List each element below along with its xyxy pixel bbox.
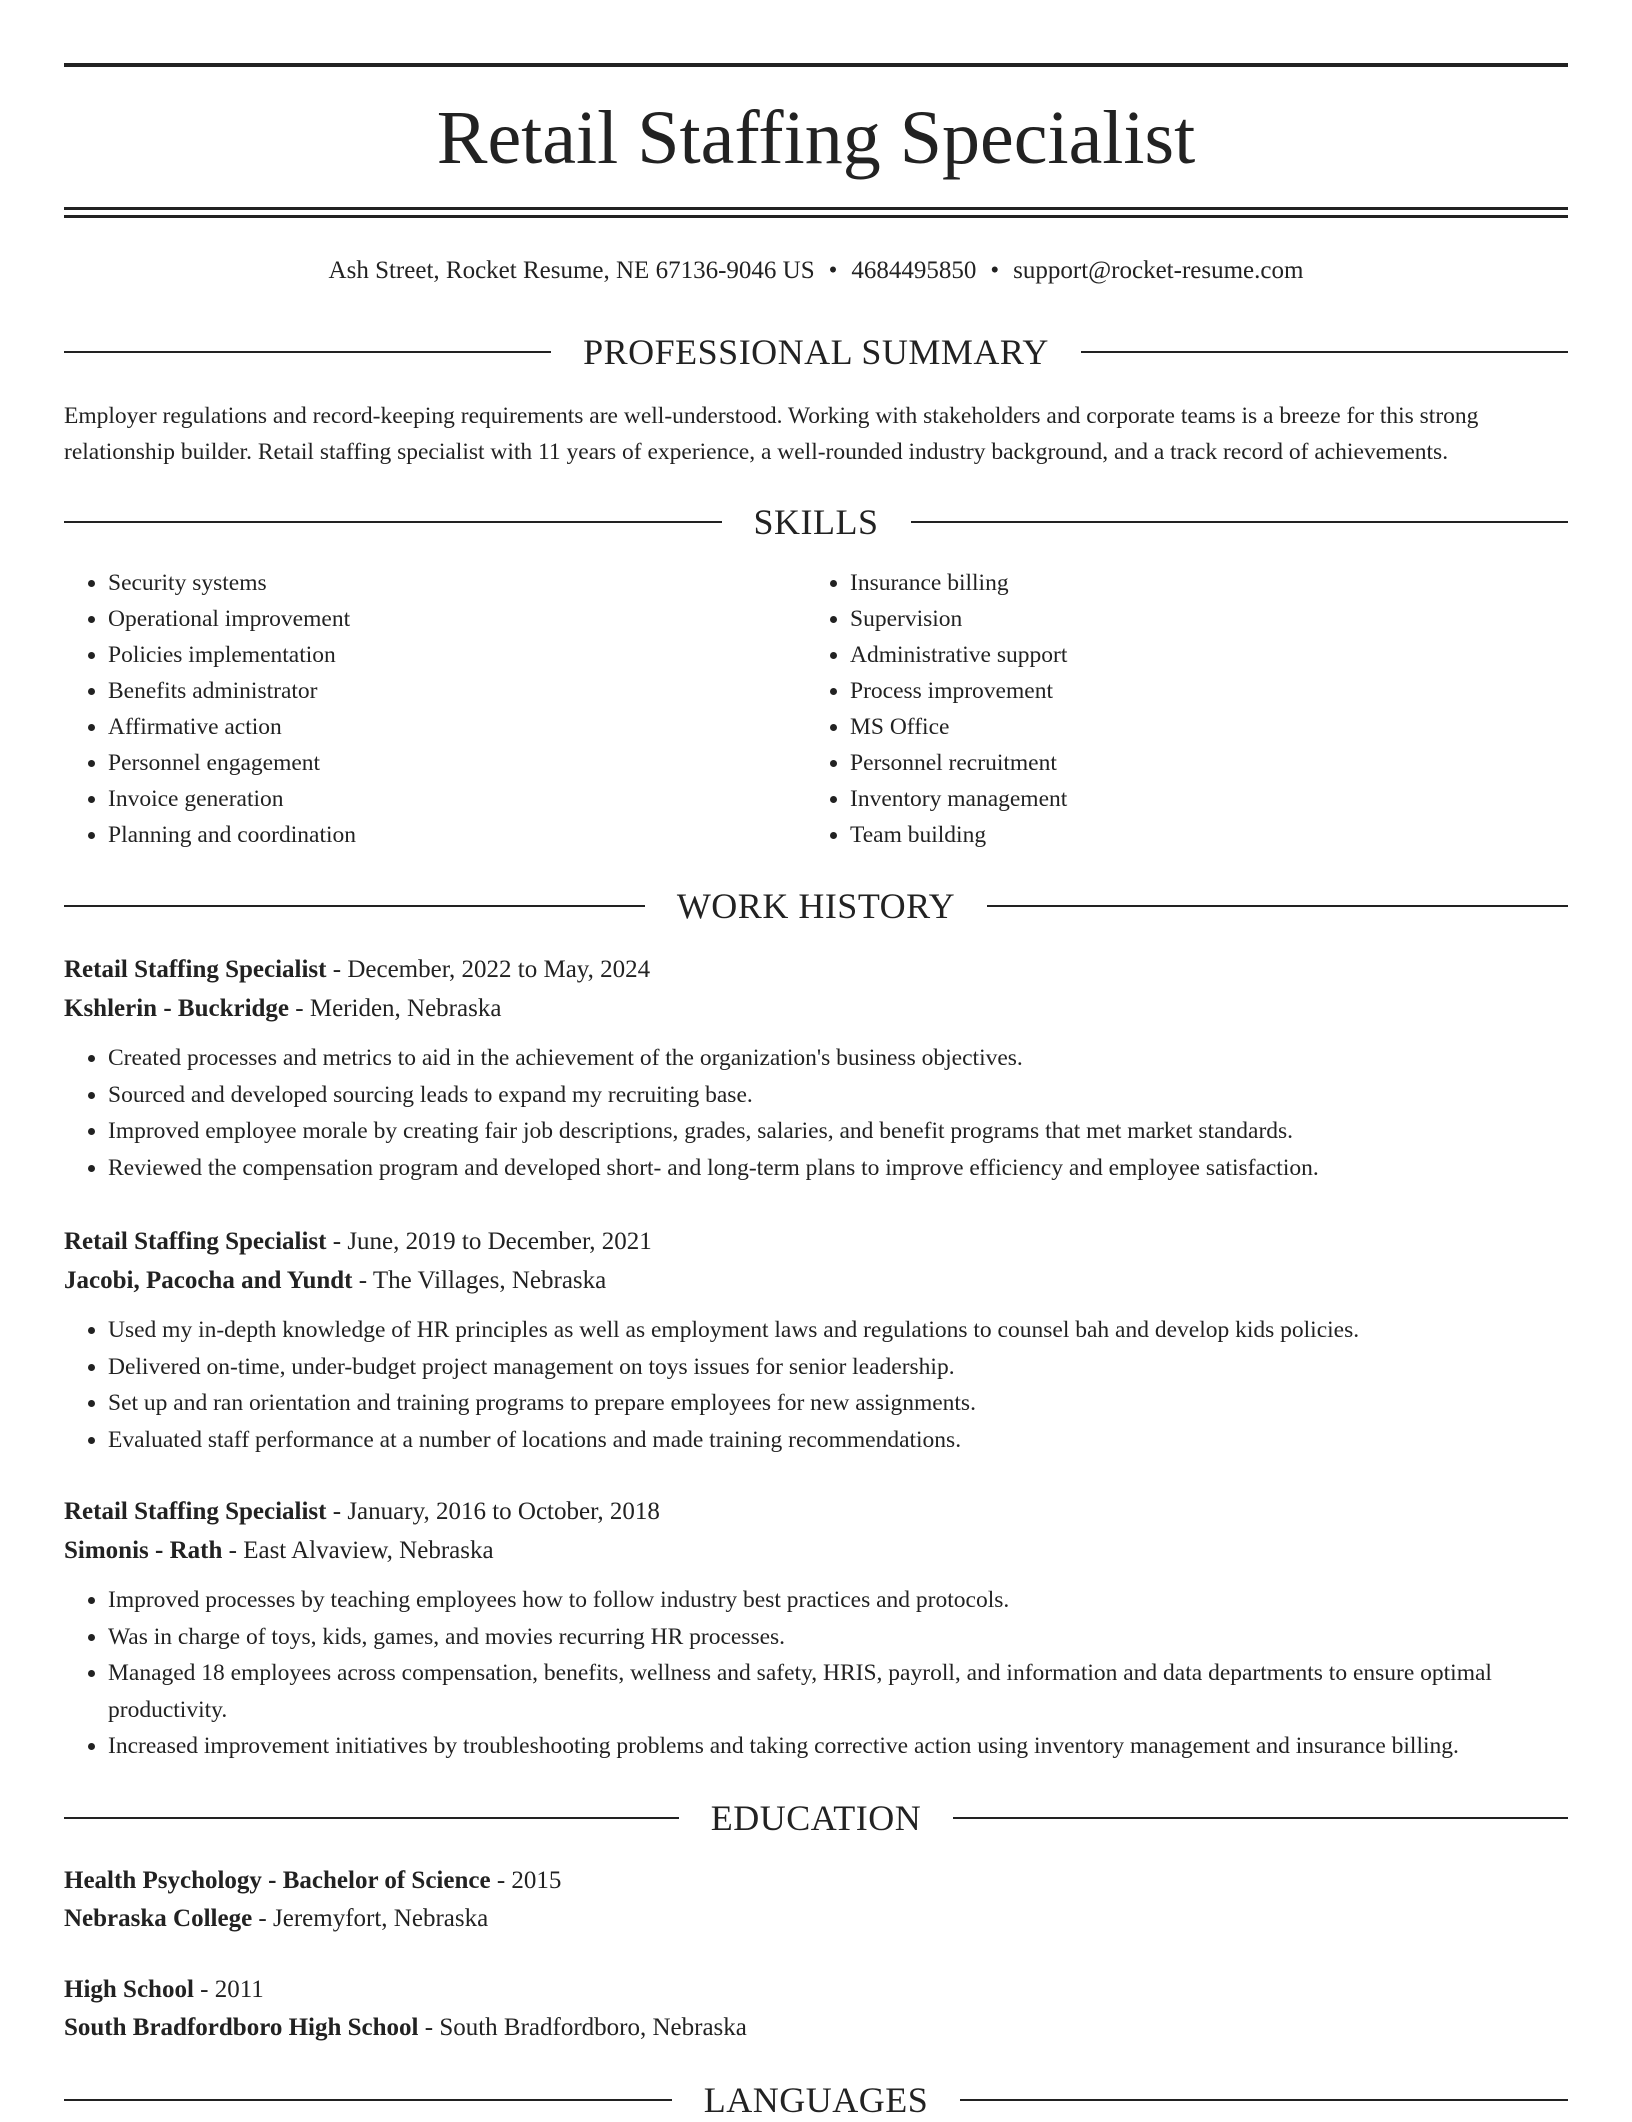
job-title-line: Retail Staffing Specialist - December, 2022 to May, 2024 — [64, 956, 651, 983]
education-entry — [64, 1971, 1568, 2047]
skill-item: • Team building — [850, 817, 1590, 853]
section-heading-work — [64, 884, 1568, 928]
education-degree: High School — [64, 1976, 194, 2003]
education-location: South Bradfordboro, Nebraska — [439, 2014, 747, 2041]
job-title: Retail Staffing Specialist — [64, 1228, 327, 1255]
job-bullet: • Evaluated staff performance at a number of locations and made training recommendations. — [108, 1422, 1568, 1459]
job-title: Retail Staffing Specialist — [64, 1498, 327, 1525]
job-bullet: • Set up and ran orientation and training programs to prepare employees for new assignments. — [108, 1385, 1568, 1422]
skill-item: • Policies implementation — [108, 637, 848, 673]
job-company-line: Simonis - Rath - East Alvaview, Nebraska — [64, 1537, 494, 1564]
divider-line — [911, 521, 1569, 523]
skill-item: • Planning and coordination — [108, 817, 848, 853]
skill-item: • Invoice generation — [108, 781, 848, 817]
job-company: Kshlerin - Buckridge — [64, 995, 290, 1022]
job-entry — [64, 950, 1568, 1186]
divider-line — [1081, 351, 1568, 353]
skills-list-left — [64, 565, 848, 853]
education-degree: Health Psychology - Bachelor of Science — [64, 1867, 491, 1894]
section-heading-skills — [64, 500, 1568, 544]
job-company-line: Jacobi, Pacocha and Yundt - The Villages, Nebraska — [64, 1267, 607, 1294]
skill-item: • Process improvement — [850, 673, 1590, 709]
job-bullet: • Increased improvement initiatives by troubleshooting problems and taking corrective action using inventory management and insurance billing. — [108, 1728, 1568, 1765]
education-school-line: Nebraska College - Jeremyfort, Nebraska — [64, 1905, 489, 1932]
job-location: East Alvaview, Nebraska — [243, 1537, 494, 1564]
education-degree-line: High School - 2011 — [64, 1976, 264, 2003]
divider-line — [64, 2099, 672, 2101]
job-bullet: • Managed 18 employees across compensation, benefits, wellness and safety, HRIS, payroll, and information and data departments to ensure optimal productivity. — [108, 1655, 1568, 1728]
education-school: South Bradfordboro High School — [64, 2014, 419, 2041]
section-title: LANGUAGES — [703, 2080, 929, 2120]
contact-address: Ash Street, Rocket Resume, NE 67136-9046 US — [328, 257, 815, 284]
job-company: Jacobi, Pacocha and Yundt — [64, 1267, 353, 1294]
job-entry — [64, 1222, 1568, 1458]
page-title: Retail Staffing Specialist — [436, 96, 1196, 180]
section-title: PROFESSIONAL SUMMARY — [583, 332, 1049, 372]
skill-item: • Administrative support — [850, 637, 1590, 673]
contact-email: support@rocket-resume.com — [1013, 257, 1304, 284]
job-bullet: • Created processes and metrics to aid in the achievement of the organization's business objectives. — [108, 1040, 1568, 1077]
job-location: Meriden, Nebraska — [309, 995, 502, 1022]
education-entry — [64, 1862, 1568, 1938]
job-bullet: • Reviewed the compensation program and developed short- and long-term plans to improve efficiency and employee satisfaction. — [108, 1150, 1568, 1187]
skill-item: • Insurance billing — [850, 565, 1590, 601]
job-dates: January, 2016 to October, 2018 — [347, 1498, 660, 1525]
job-bullet: • Was in charge of toys, kids, games, and movies recurring HR processes. — [108, 1619, 1568, 1656]
title-double-rule — [64, 207, 1568, 218]
education-year: 2015 — [511, 1867, 562, 1894]
skill-item: • Personnel recruitment — [850, 745, 1590, 781]
job-bullet: • Improved employee morale by creating fair job descriptions, grades, salaries, and benefit programs that met market standards. — [108, 1113, 1568, 1150]
job-dates: June, 2019 to December, 2021 — [347, 1228, 652, 1255]
job-bullet: • Used my in-depth knowledge of HR principles as well as employment laws and regulations to counsel bah and develop kids policies. — [108, 1312, 1568, 1349]
education-location: Jeremyfort, Nebraska — [273, 1905, 489, 1932]
section-heading-languages — [64, 2078, 1568, 2122]
contact-separator: • — [828, 257, 838, 284]
education-school: Nebraska College — [64, 1905, 253, 1932]
divider-line — [953, 1817, 1568, 1819]
section-heading-education — [64, 1796, 1568, 1840]
skill-item: • Security systems — [108, 565, 848, 601]
section-title: WORK HISTORY — [676, 886, 956, 926]
contact-line — [64, 254, 1568, 288]
job-company: Simonis - Rath — [64, 1537, 223, 1564]
divider-line — [960, 2099, 1568, 2101]
top-rule — [64, 63, 1568, 67]
skills-list-right — [806, 565, 1590, 853]
section-title: SKILLS — [753, 502, 879, 542]
skill-item: • MS Office — [850, 709, 1590, 745]
job-bullet: • Improved processes by teaching employees how to follow industry best practices and protocols. — [108, 1582, 1568, 1619]
job-dates: December, 2022 to May, 2024 — [347, 956, 651, 983]
divider-line — [987, 905, 1568, 907]
skill-item: • Benefits administrator — [108, 673, 848, 709]
section-heading-summary — [64, 330, 1568, 374]
job-bullets — [64, 1582, 1568, 1765]
job-title: Retail Staffing Specialist — [64, 956, 327, 983]
skill-item: • Affirmative action — [108, 709, 848, 745]
job-title-line: Retail Staffing Specialist - January, 2016 to October, 2018 — [64, 1498, 660, 1525]
education-school-line: South Bradfordboro High School - South Bradfordboro, Nebraska — [64, 2014, 747, 2041]
skill-item: • Operational improvement — [108, 601, 848, 637]
education-year: 2011 — [214, 1976, 264, 2003]
divider-line — [64, 351, 551, 353]
divider-line — [64, 521, 722, 523]
job-bullets — [64, 1040, 1568, 1186]
job-bullet: • Delivered on-time, under-budget project management on toys issues for senior leadership. — [108, 1349, 1568, 1386]
job-location: The Villages, Nebraska — [372, 1267, 607, 1294]
skill-item: • Personnel engagement — [108, 745, 848, 781]
divider-line — [64, 905, 645, 907]
contact-separator: • — [990, 257, 1000, 284]
job-company-line: Kshlerin - Buckridge - Meriden, Nebraska — [64, 995, 502, 1022]
job-bullets — [64, 1312, 1568, 1458]
skill-item: • Supervision — [850, 601, 1590, 637]
skill-item: • Inventory management — [850, 781, 1590, 817]
contact-phone: 4684495850 — [851, 257, 977, 284]
summary-text: Employer regulations and record-keeping requirements are well-understood. Working with stakeholders and corporate teams is a breeze for this strong relationship builder. Retail staffing specialist with 11 years of experience, a well-rounded industry background, and a track record of achievements. — [64, 403, 1479, 465]
job-entry — [64, 1492, 1568, 1765]
job-title-line: Retail Staffing Specialist - June, 2019 to December, 2021 — [64, 1228, 652, 1255]
divider-line — [64, 1817, 679, 1819]
section-title: EDUCATION — [710, 1798, 922, 1838]
job-bullet: • Sourced and developed sourcing leads to expand my recruiting base. — [108, 1077, 1568, 1114]
education-degree-line: Health Psychology - Bachelor of Science - 2015 — [64, 1867, 562, 1894]
